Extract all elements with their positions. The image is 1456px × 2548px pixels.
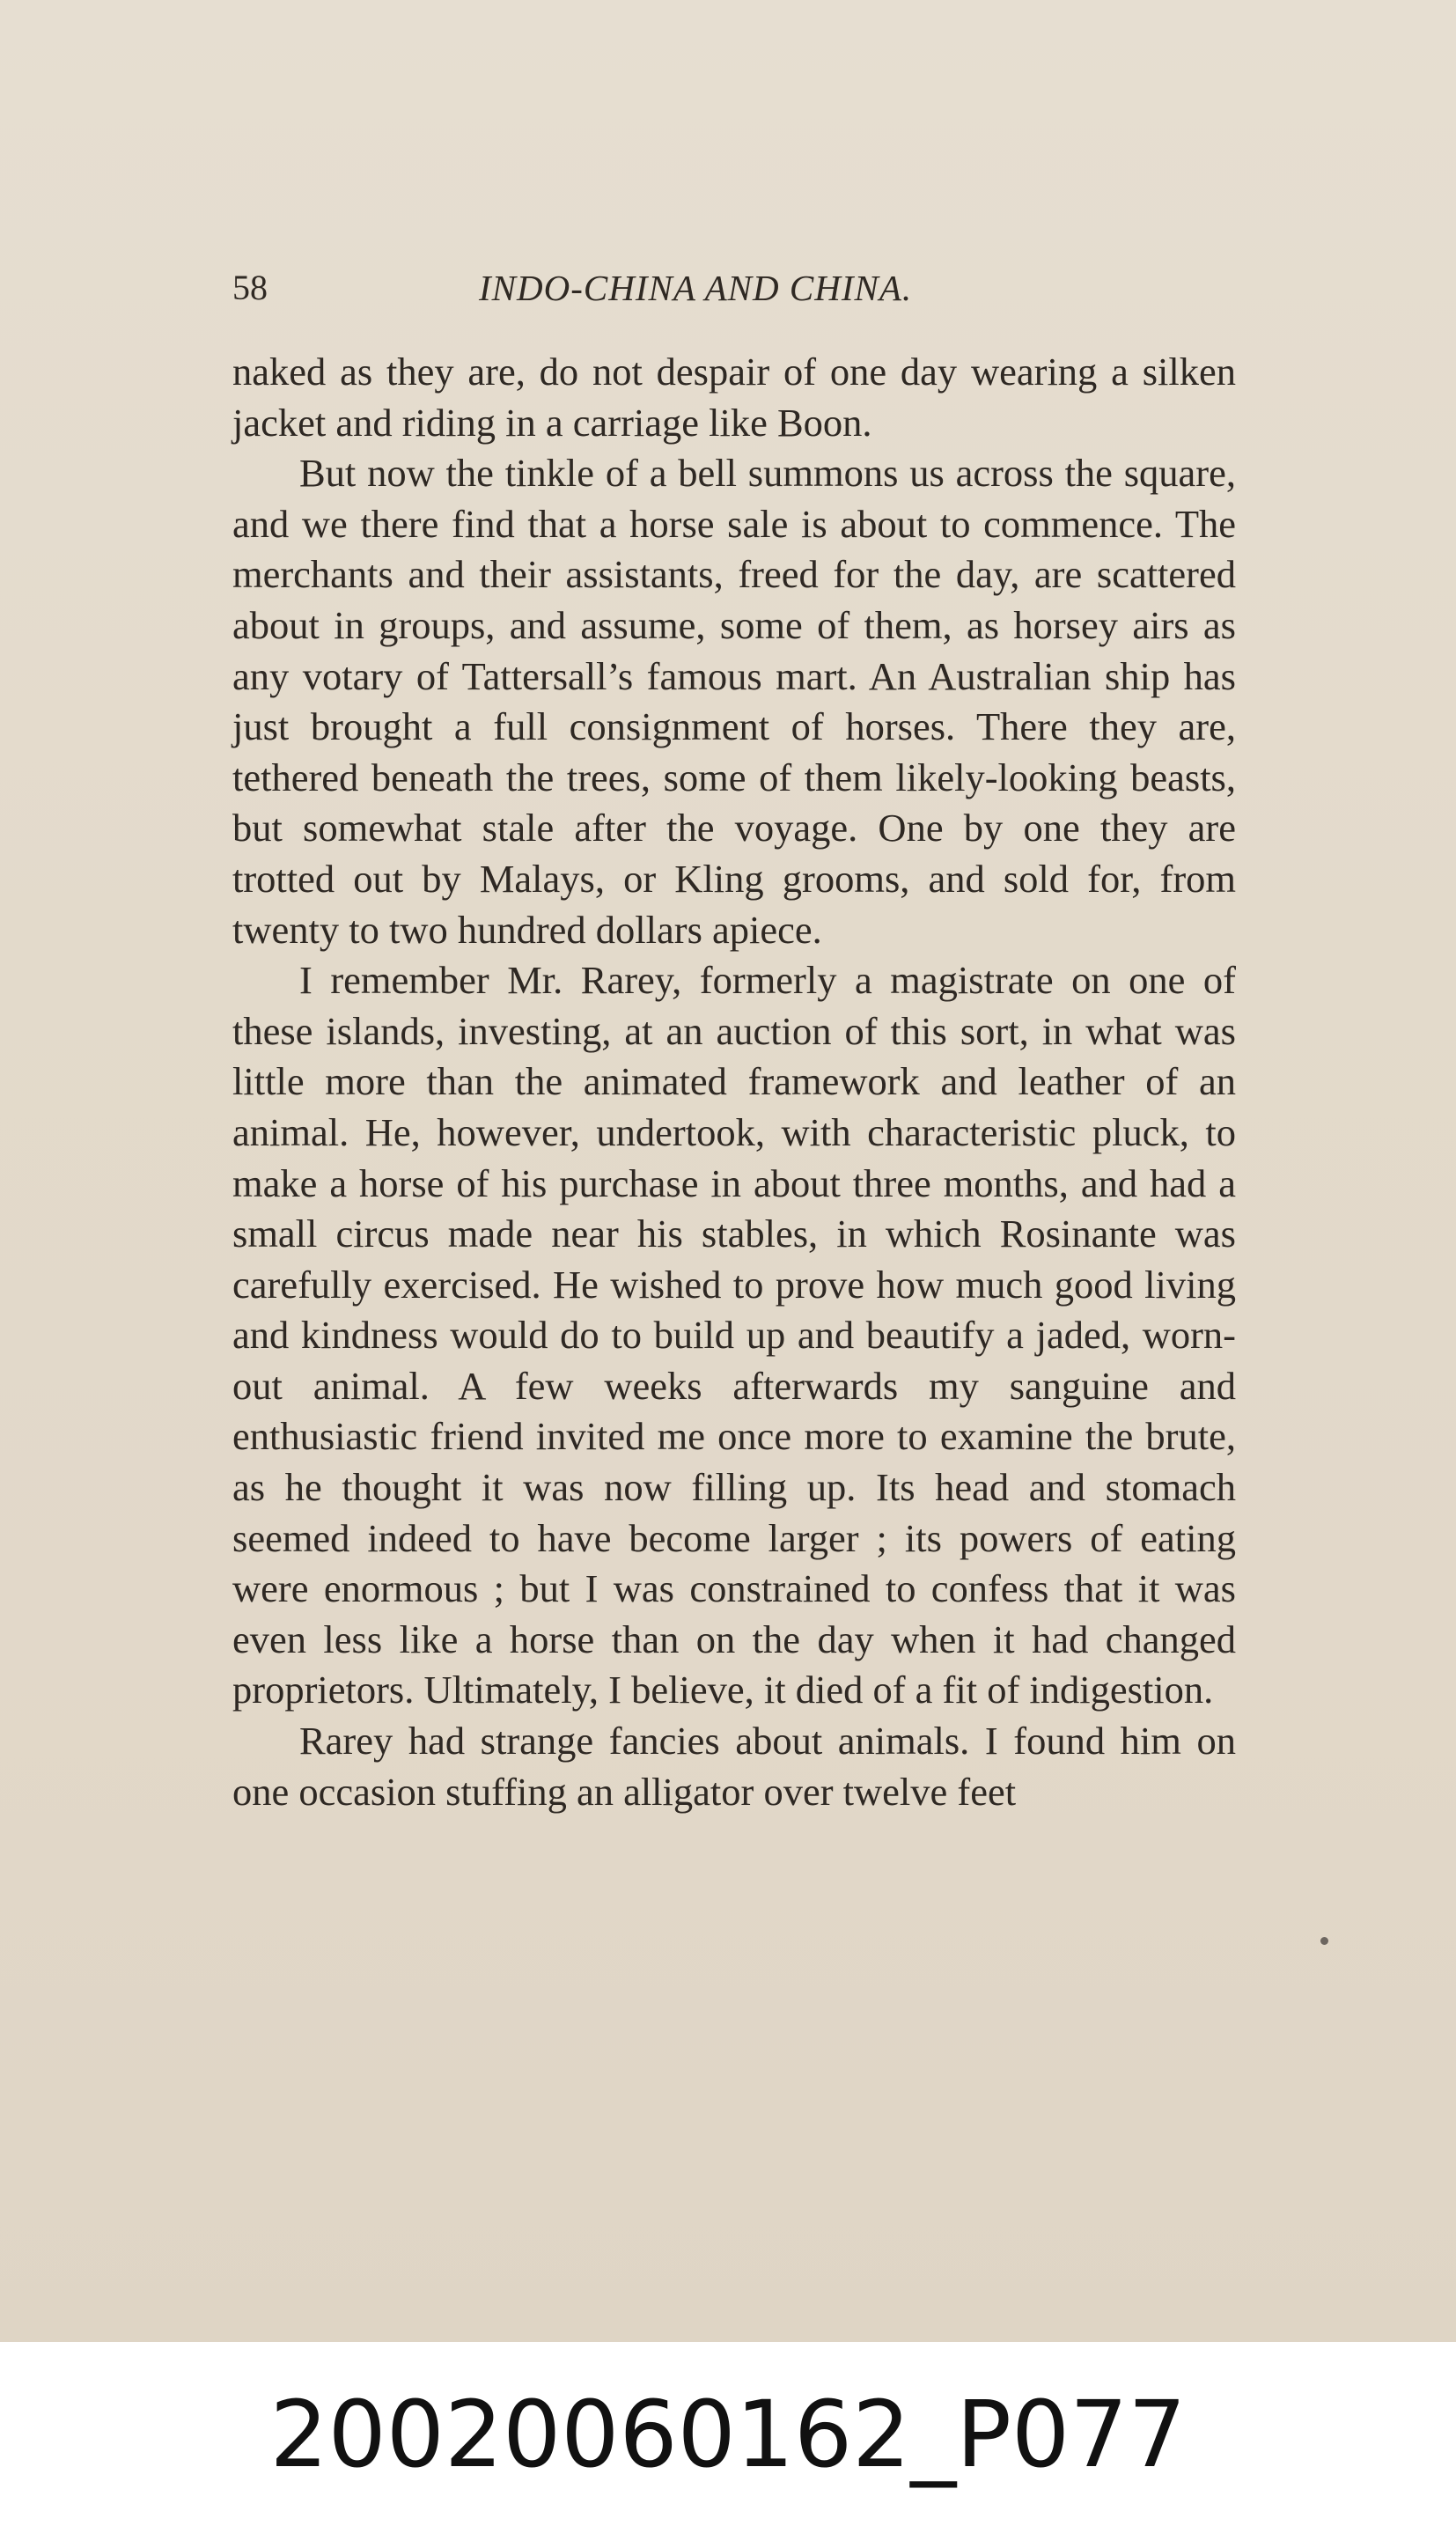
page-header	[232, 264, 1236, 317]
paragraph-1: naked as they are, do not despair of one day wearing a silken jacket and riding in a carriage like Boon.	[232, 350, 1236, 445]
paragraph-2: But now the tinkle of a bell summons us across the square, and we there find that a horse sale is about to commence. The merchants and their assistants, freed for the day, are scattered about in groups, and assume, some of them, as horsey airs as any votary of Tattersall’s famous mart. An Australian ship has just brought a full consignment of horses. There they are, tethered beneath the trees, some of them likely-looking beasts, but somewhat stale after the voyage. One by one they are trotted out by Malays, or Kling grooms, and sold for, from twenty to two hundred dollars apiece.	[232, 451, 1236, 952]
paper-speck	[1320, 1937, 1328, 1945]
running-title: INDO-CHINA AND CHINA.	[479, 268, 913, 308]
body-text	[232, 347, 1236, 2029]
scan-identifier: 20020060162_P077	[269, 2381, 1187, 2488]
page-number: 58	[232, 268, 268, 307]
paragraph-3: I remember Mr. Rarey, formerly a magistrate on one of these islands, investing, at an auction of this sort, in what was little more than the animated framework and leather of an animal. He, however, undertook, with characteristic pluck, to make a horse of his purchase in about three months, and had a small circus made near his stables, in which Rosinante was carefully exercised. He wished to prove how much good living and kindness would do to build up and beautify a jaded, worn-out animal. A few weeks afterwards my sanguine and enthusiastic friend invited me once more to examine the brute, as he thought it was now filling up. Its head and stomach seemed indeed to have become larger ; its powers of eating were enormous ; but I was constrained to confess that it was even less like a horse than on the day when it had changed proprietors. Ultimately, I believe, it died of a fit of indigestion.	[232, 958, 1236, 1712]
paragraph-4: Rarey had strange fancies about animals. I found him on one occasion stuffing an alligator over twelve feet	[232, 1719, 1236, 1814]
